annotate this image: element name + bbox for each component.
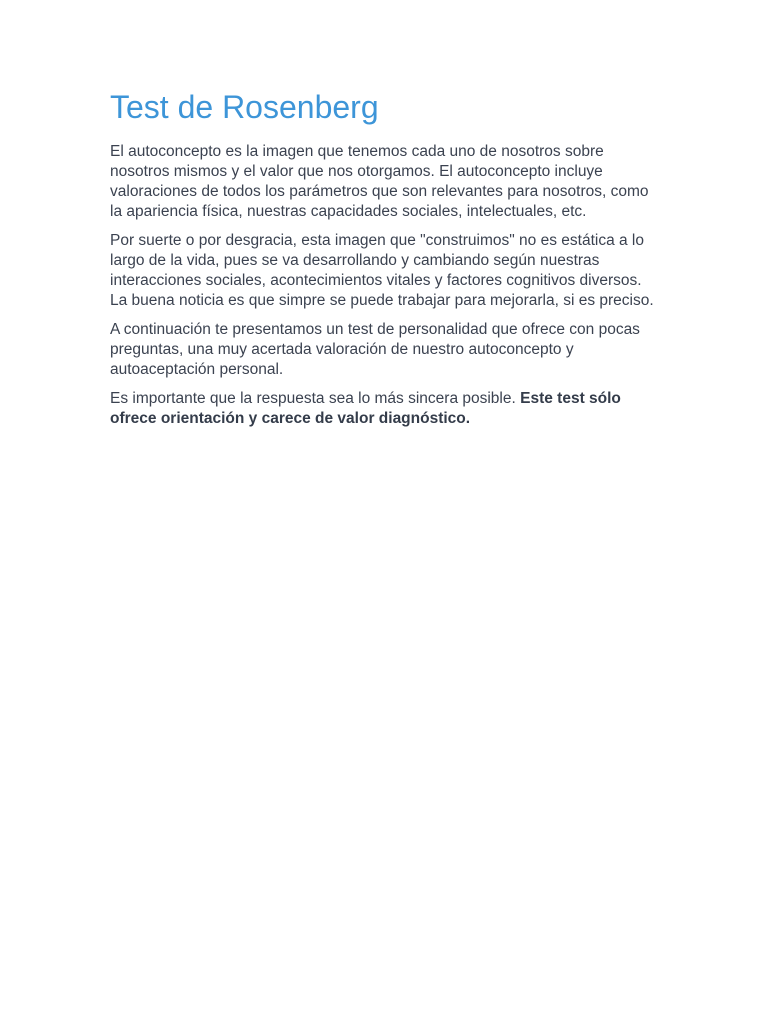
disclaimer-text: Es importante que la respuesta sea lo más sincera posible. — [110, 390, 516, 407]
paragraph-test-description: A continuación te presentamos un test de personalidad que ofrece con pocas preguntas, una muy acertada valoración de nuestro autoconcepto y autoaceptación personal. — [110, 321, 640, 378]
disclaimer-bold-text: Este test sólo ofrece orientación y carece de valor diagnóstico. — [110, 390, 621, 427]
paragraph-intro: El autoconcepto es la imagen que tenemos cada uno de nosotros sobre nosotros mismos y el valor que nos otorgamos. El autoconcepto incluye valoraciones de todos los parámetros que son relevantes para nosotros, como la apariencia física, nuestras capacidades sociales, intelectuales, etc. — [110, 143, 649, 220]
document-page — [110, 86, 658, 438]
page-title: Test de Rosenberg — [110, 89, 379, 125]
paragraph-disclaimer — [110, 389, 658, 429]
paragraph-change: Por suerte o por desgracia, esta imagen que "construimos" no es estática a lo largo de la vida, pues se va desarrollando y cambiando según nuestras interacciones sociales, acontecimientos vitales y factores cognitivos diversos. La buena noticia es que simpre se puede trabajar para mejorarla, si es preciso. — [110, 232, 654, 309]
